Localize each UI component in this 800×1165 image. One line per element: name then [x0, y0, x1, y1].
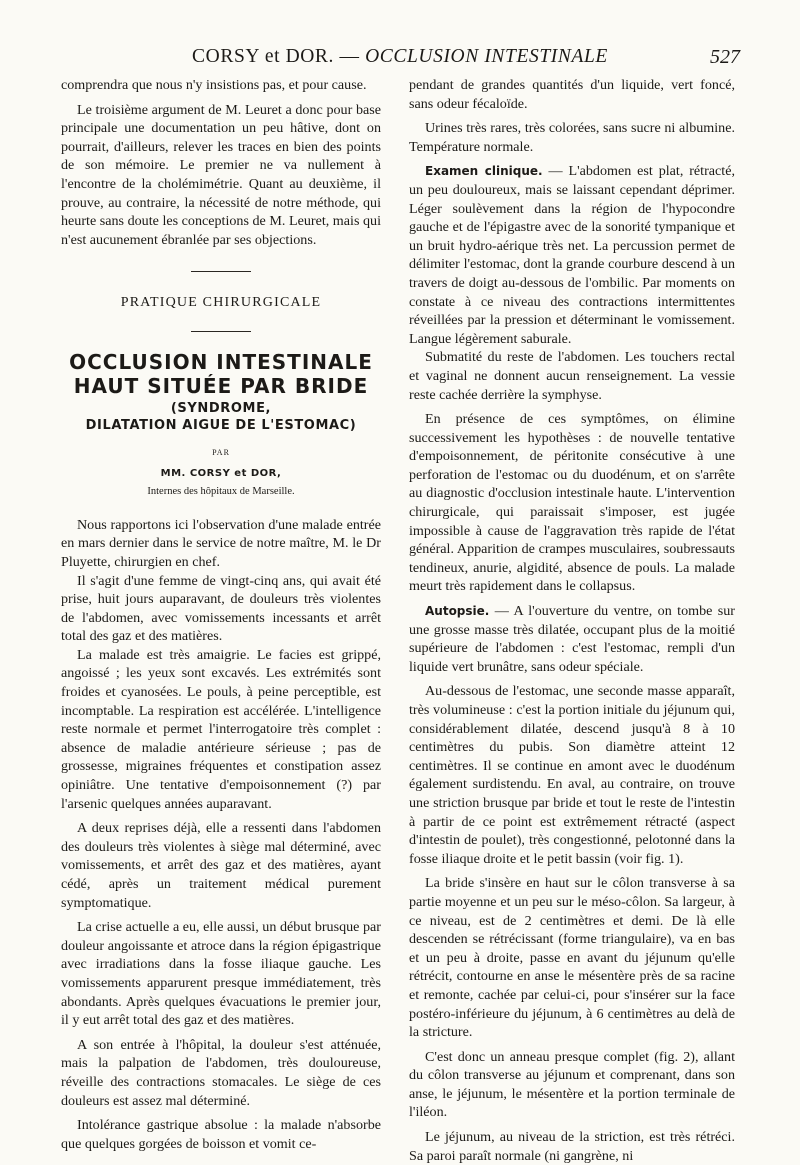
paragraph: Le jéjunum, au niveau de la striction, est très rétréci. Sa paroi paraît normale (ni gangrène, ni — [409, 1129, 735, 1164]
paragraph: pendant de grandes quantités d'un liquide, vert foncé, sans odeur fécaloïde. — [409, 77, 735, 112]
left-column — [61, 76, 381, 1153]
paragraph: C'est donc un anneau presque complet (fig. 2), allant du côlon transverse au jéjunum et comprenant, dans son anse, le jéjunum, le mésentère et la portion terminale de l'iléon. — [409, 1048, 735, 1121]
paragraph: Le troisième argument de M. Leuret a donc pour base principale une documentation un peu hâtive, dont on pourrait, d'ailleurs, relever les traces en bien des points de son mémoire. Le premier ne va nullement à l'encontre de la cholémimétrie. Quant au deuxième, il prouve, au contraire, la nécessité de notre méthode, qui heurte sans doute les conceptions de M. Leuret, mais qui n'est aucunement ébranlée par ses objections. — [61, 101, 381, 248]
paragraph: Submatité du reste de l'abdomen. Les touchers rectal et vaginal ne donnent aucun renseignement. La vessie reste cachée derrière la symphyse. — [409, 349, 735, 403]
right-column — [409, 76, 735, 1165]
byline-par: PAR — [212, 447, 230, 457]
paragraph: Intolérance gastrique absolue : la malade n'absorbe que quelques gorgées de boisson et vomit ce- — [61, 1117, 381, 1152]
paragraph: Au-dessous de l'estomac, une seconde masse apparaît, très volumineuse : c'est la portion initiale du jéjunum qui, considérablement dilatée, descend jusqu'à 8 à 10 centimètres du pubis. Son diamètre atteint 12 centimètres. Il se continue en amont avec le duodénum également surdistendu. En aval, au contraire, on trouve une striction brusque par bride et tout le reste de l'intestin à partir de ce point est extrêmement rétracté (aspect d'intestin de poulet), très congestionné, pelotonné dans la fosse iliaque droite et le petit bassin (voir fig. 1). — [409, 683, 735, 867]
runin-dash: — — [548, 163, 563, 180]
paragraph-text: A l'ouverture du ventre, on tombe sur une grosse masse très dilatée, occupant plus de la moitié supérieure de l'abdomen : c'est l'estomac, rempli d'un liquide vert brunâtre, sans odeur spéciale. — [409, 603, 735, 675]
paragraph: comprendra que nous n'y insistions pas, et pour cause. — [61, 77, 367, 93]
runin-dash: — — [494, 603, 509, 620]
page-number: 527 — [710, 46, 740, 68]
section-heading: PRATIQUE CHIRURGICALE — [120, 295, 322, 311]
paragraph: A son entrée à l'hôpital, la douleur s'est atténuée, mais la palpation de l'abdomen, très douloureuse, réveille des contractions stomacales. Le siège de ces douleurs est assez mal déterminé. — [61, 1036, 381, 1109]
running-head-article-title: OCCLUSION INTESTINALE — [365, 46, 608, 67]
runin-heading-examen: Examen clinique. — [425, 164, 543, 179]
article-title-line-1: OCCLUSION INTESTINALE — [69, 349, 373, 374]
running-head-title — [60, 46, 740, 68]
runin-heading-autopsie: Autopsie. — [425, 604, 490, 619]
paragraph-examen-clinique — [409, 162, 735, 348]
article-title-line-2: HAUT SITUÉE PAR BRIDE — [73, 373, 369, 398]
paragraph: La malade est très amaigrie. Le facies est grippé, angoissé ; les yeux sont excavés. Les extrémités sont froides et cyanosées. Le pouls, à peine perceptible, est incomptable. La respiration est accélérée. L'intelligence reste normale et permet l'interrogatoire très complet : absence de maladie antérieure sérieuse ; pas de grossesse, migraines fréquentes et constipation assez opiniâtre. Une tentative d'empoisonnement (?) par l'arsenic quelques années auparavant. — [61, 646, 381, 812]
author-names: MM. CORSY et DOR, — [160, 467, 282, 479]
paragraph-autopsie — [409, 602, 735, 676]
author-affiliation: Internes des hôpitaux de Marseille. — [147, 486, 295, 498]
paragraph: La crise actuelle a eu, elle aussi, un début brusque par douleur angoissante et atroce dans la région épigastrique avec irradiations dans la fosse iliaque gauche. Les vomissements apparurent presque immédiatement, très abondants. Après quelques évacuations le premier jour, il y eut arrêt total des gaz et des matières. — [61, 919, 381, 1029]
paragraph: A deux reprises déjà, elle a ressenti dans l'abdomen des douleurs très violentes à siège mal déterminé, avec vomissements, et arrêt des gaz et des matières, ayant cédé, après un traitement médical purement symptomatique. — [61, 820, 381, 911]
running-head-authors: CORSY et DOR. — [192, 46, 335, 67]
running-head — [60, 40, 740, 74]
paragraph: La bride s'insère en haut sur le côlon transverse à sa partie moyenne et un peu sur le méso-côlon. Sa largeur, à ce niveau, est de 2 centimètres et demi. De là elle descenden se rétrécissant (forme triangulaire), va en bas et un peu à droite, passe en avant du jéjunum qu'elle rétrécit, contourne en anse le mésentère près de sa racine et remonte, cachée par celui-ci, pour s'insérer sur la face postéro-inférieure du jéjunum, à 6 centimètres au delà de la stricture. — [409, 875, 735, 1041]
article-subtitle-line-1: (SYNDROME, — [170, 400, 272, 416]
paragraph: Nous rapportons ici l'observation d'une malade entrée en mars dernier dans le service de notre maître, M. le Dr Pluyette, chirurgien en chef. — [61, 516, 381, 570]
article-subtitle-line-2: DILATATION AIGUE DE L'ESTOMAC) — [85, 417, 357, 433]
running-head-dash: — — [339, 46, 360, 67]
section-rule — [191, 271, 251, 272]
paragraph: Urines très rares, très colorées, sans sucre ni albumine. Température normale. — [409, 120, 735, 155]
paragraph: Il s'agit d'une femme de vingt-cinq ans, qui avait été prise, huit jours auparavant, de douleurs très violentes de l'abdomen, avec vomissements incessants et arrêt total des gaz et des matières. — [61, 572, 381, 645]
paragraph-text: L'abdomen est plat, rétracté, un peu douloureux, mais se laissant cependant déprimer. Léger soulèvement dans la région de l'hypocondre gauche et de l'épigastre avec de la sonorité tympanique et un bruit hydro-aérique très net. La percussion permet de délimiter l'estomac, dont la grande courbure descend à un travers de doigt au-dessous de l'ombilic. Par moments on constate à ce niveau des contractions intermittentes réveillées par la pression et déterminant le vomissement. Langue légèrement saburale. — [409, 163, 735, 347]
title-rule — [191, 331, 251, 332]
paragraph: En présence de ces symptômes, on élimine successivement les hypothèses : de nouvelle tentative d'empoisonnement, de péritonite consécutive à une perforation de l'estomac ou du duodénum, et on s'arrête au diagnostic d'occlusion intestinale haute. L'intervention chirurgicale, qui paraissait s'imposer, est jugée impossible à cause de l'aggravation très rapide de l'état général. Apparition de crampes musculaires, soubressauts tendineux, anurie, algidité, absence de pouls. La malade meurt très rapidement dans le collapsus. — [409, 411, 735, 595]
